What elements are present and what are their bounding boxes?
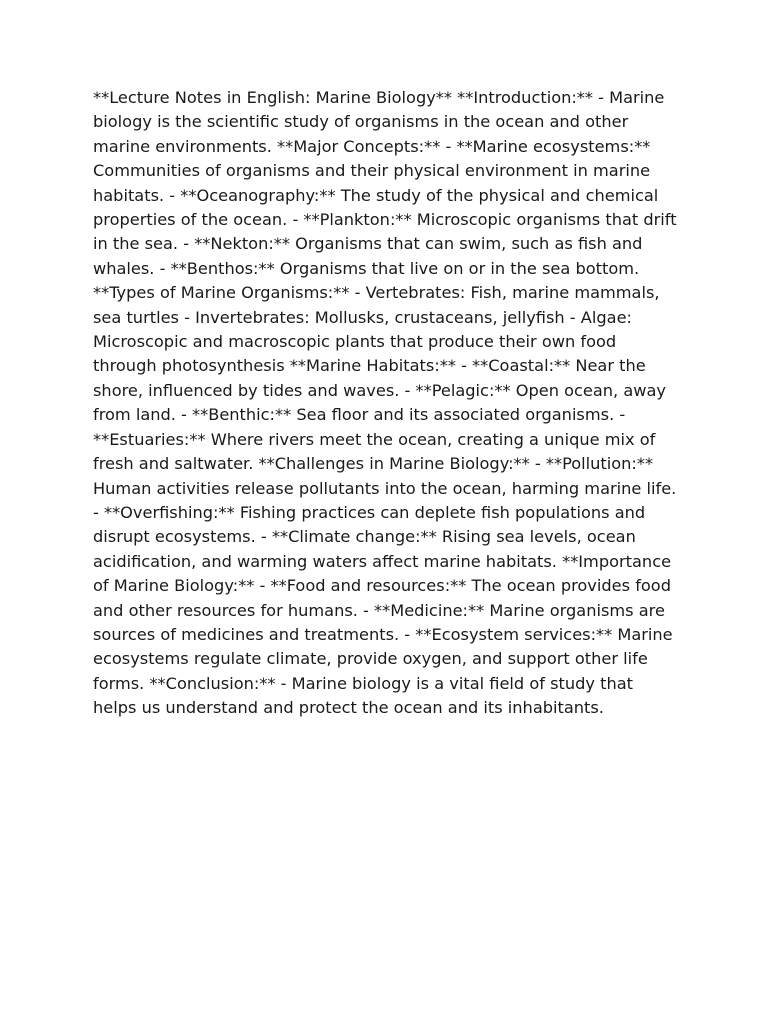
lecture-notes-text: **Lecture Notes in English: Marine Biology** **Introduction:** - Marine biology is the scientific study of organisms in the ocean and other marine environments. **Major Concepts:** - **Marine ecosystems:** Communities of organisms and their physical environment in marine habitats. - **Oceanography:** The study of the physical and chemical properties of the ocean. - **Plankton:** Microscopic organisms that drift in the sea. - **Nekton:** Organisms that can swim, such as fish and whales. - **Benthos:** Organisms that live on or in the sea bottom. **Types of Marine Organisms:** - Vertebrates: Fish, marine mammals, sea turtles - Invertebrates: Mollusks, crustaceans, jellyfish - Algae: Microscopic and macroscopic plants that produce their own food through photosynthesis **Marine Habitats:** - **Coastal:** Near the shore, influenced by tides and waves. - **Pelagic:** Open ocean, away from land. - **Benthic:** Sea floor and its associated organisms. - **Estuaries:** Where rivers meet the ocean, creating a unique mix of fresh and saltwater. **Challenges in Marine Biology:** - **Pollution:** Human activities release pollutants into the ocean, harming marine life. - **Overfishing:** Fishing practices can deplete fish populations and disrupt ecosystems. - **Climate change:** Rising sea levels, ocean acidification, and warming waters affect marine habitats. **Importance of Marine Biology:** - **Food and resources:** The ocean provides food and other resources for humans. - **Medicine:** Marine organisms are sources of medicines and treatments. - **Ecosystem services:** Marine ecosystems regulate climate, provide oxygen, and support other life forms. **Conclusion:** - Marine biology is a vital field of study that helps us understand and protect the ocean and its inhabitants. [93, 88, 677, 718]
